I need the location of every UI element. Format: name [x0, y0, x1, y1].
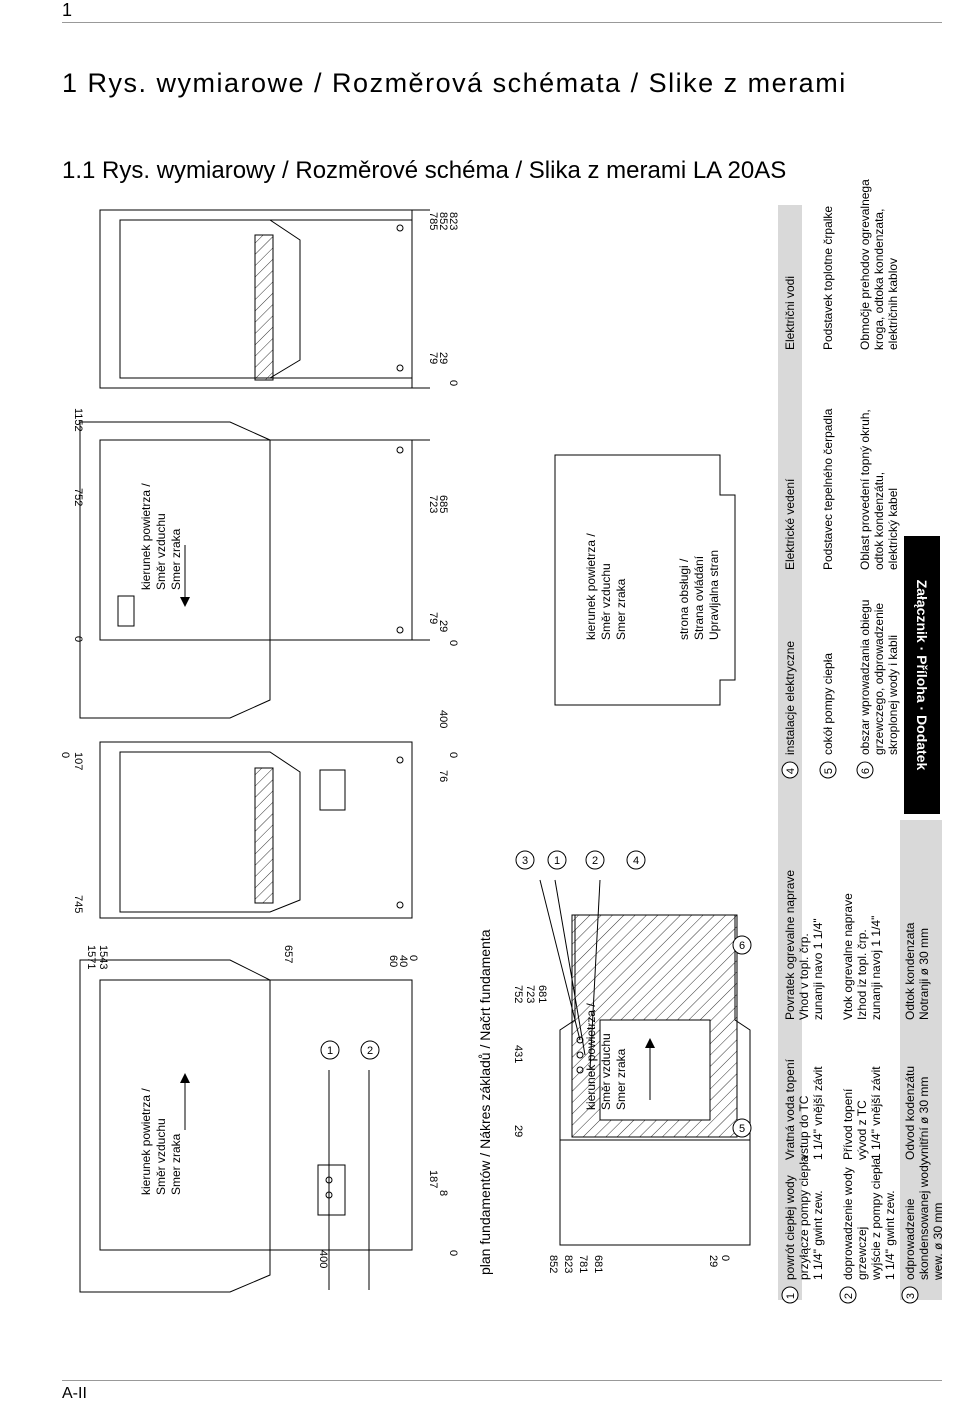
dim-0f: 0 [447, 752, 459, 759]
legend-text-cz: vývod z TC [855, 1100, 869, 1160]
dim-0d: 0 [447, 380, 459, 387]
dim-29b: 29 [437, 620, 449, 633]
legend-text-cz: vnitřní ø 30 mm [917, 1076, 931, 1160]
callout-2b: 2 [591, 855, 599, 867]
legend-text-pl: obszar wprowadzania obiegu [858, 599, 872, 755]
airflow-line-2: Směr vzduchu [154, 1118, 168, 1195]
legend-text-sl: električnih kablov [886, 257, 900, 350]
dim-752: 752 [72, 488, 84, 507]
dim-0c: 0 [407, 955, 419, 962]
operating-line-2: Strana ovládání [692, 555, 706, 640]
dims-right-bottom [317, 710, 459, 1268]
dim-0h: 0 [719, 1255, 731, 1262]
dim-0e: 0 [447, 640, 459, 647]
dim-29: 29 [437, 352, 449, 365]
legend [782, 179, 945, 1303]
airflow-label-top [139, 483, 183, 590]
callout-2: 2 [366, 1045, 374, 1057]
dim-752b: 752 [512, 985, 524, 1004]
legend-text-cz: odtok kondenzátu, [872, 471, 886, 570]
dim-785: 785 [427, 212, 439, 231]
dim-8: 8 [437, 1190, 449, 1197]
section-heading: 1 Rys. wymiarowe / Rozměrová schémata / Slike z merami [62, 68, 847, 98]
dims-left [59, 408, 419, 969]
subsection-heading: 1.1 Rys. wymiarowy / Rozměrové schéma / Slika z merami LA 20AS [62, 157, 787, 184]
page-number: 1 [62, 0, 73, 20]
dim-60: 60 [387, 955, 399, 968]
legend-text-pl: przyłącze pompy ciepła [797, 1155, 811, 1280]
dim-29d: 29 [512, 1125, 524, 1138]
callout-4: 4 [632, 855, 640, 867]
dim-657: 657 [282, 945, 294, 964]
legend-text-pl: skondensowanej wody [917, 1159, 931, 1280]
legend-num: 4 [785, 767, 797, 775]
airflow-line-3: Smer zraka [169, 1133, 183, 1195]
legend-text-sl: Območje prehodov ogrevalnega [858, 179, 872, 350]
dim-187: 187 [427, 1170, 439, 1189]
dim-681: 681 [592, 1255, 604, 1274]
dim-79: 79 [427, 352, 439, 365]
legend-text-cz: Odvod kodenzátu [903, 1065, 917, 1160]
dim-745: 745 [72, 895, 84, 914]
dims-right-mid [427, 495, 459, 646]
dim-431: 431 [512, 1045, 524, 1064]
dim-723b: 723 [524, 985, 536, 1004]
legend-text-cz: 1 1/4" vnější závit [869, 1066, 883, 1160]
side-tab-label: Załącznik · Příloha · Dodatek [914, 579, 930, 771]
legend-text-pl: 1 1/4" gwint zew. [883, 1190, 897, 1280]
legend-text-pl: skroplonej wody i kabli [886, 634, 900, 755]
legend-text-sl: Podstavek toplotne črpalke [821, 205, 835, 350]
dim-1571: 1571 [85, 945, 97, 970]
dim-723: 723 [427, 495, 439, 514]
operating-line-3: Upravljalna stran [707, 549, 721, 640]
legend-text-cz: Podstavec tepelného čerpadla [821, 408, 835, 570]
airflow-line-1: kierunek powietrza / [584, 1003, 598, 1110]
dim-852b: 852 [547, 1255, 559, 1274]
legend-text-cz: elektrický kabel [886, 487, 900, 570]
legend-text-pl: powrót ciepłej wody [783, 1175, 797, 1280]
legend-text-sl: Vtok ogrevalne naprave [841, 893, 855, 1020]
airflow-line-3: Smer zraka [169, 528, 183, 590]
legend-text-sl: Električni vodi [783, 275, 797, 350]
legend-text-pl: wew. ø 30 mm [931, 1202, 945, 1280]
airflow-line-1: kierunek powietrza / [139, 483, 153, 590]
airflow-line-1: kierunek powietrza / [139, 1088, 153, 1195]
legend-text-pl: cokół pompy ciepła [821, 652, 835, 755]
legend-text-pl: instalacje elektryczne [783, 640, 797, 755]
legend-num: 3 [905, 1292, 917, 1300]
callout-1: 1 [326, 1045, 334, 1057]
legend-text-cz: Vratná voda topení [783, 1059, 797, 1160]
legend-text-sl: zunanji navo 1 1/4" [811, 918, 825, 1020]
legend-text-pl: grzewczej [855, 1226, 869, 1280]
dim-0g: 0 [447, 1250, 459, 1257]
legend-text-sl: Vhod v topl. črp. [797, 933, 811, 1020]
dim-76: 76 [437, 770, 449, 783]
airflow-label-bottom [139, 1088, 183, 1195]
dim-79b: 79 [427, 612, 439, 625]
dim-852: 852 [437, 212, 449, 231]
dim-107: 107 [72, 752, 84, 771]
dim-781: 781 [577, 1255, 589, 1274]
callout-5: 5 [738, 1123, 746, 1135]
legend-text-sl: zunanji navoj 1 1/4" [869, 915, 883, 1020]
legend-text-sl: kroga, odtoka kondenzata, [872, 208, 886, 350]
legend-text-pl: grzewczego, odprowadzenie [872, 602, 886, 755]
airflow-line-2: Směr vzduchu [599, 1033, 613, 1110]
legend-text-cz: Přívod topení [841, 1088, 855, 1160]
operating-line-1: strona obsługi / [677, 558, 691, 640]
dim-1543: 1543 [97, 945, 109, 970]
airflow-line-3: Smer zraka [614, 578, 628, 640]
callout-3: 3 [521, 855, 529, 867]
dims-right-top [427, 212, 459, 386]
legend-num: 2 [843, 1292, 855, 1300]
callout-6: 6 [738, 940, 746, 952]
legend-text-pl: doprowadzenie wody [841, 1167, 855, 1280]
legend-text-sl: Notranji ø 30 mm [917, 927, 931, 1020]
plan-title: plan fundamentów / Nákres základů / Načrt fundamenta [477, 929, 493, 1275]
dim-29c: 29 [707, 1255, 719, 1268]
legend-num: 1 [785, 1292, 797, 1300]
legend-text-sl: Izhod iz topl. črp. [855, 929, 869, 1020]
dim-0b: 0 [59, 752, 71, 759]
legend-text-pl: 1 1/4" gwint zew. [811, 1190, 825, 1280]
dim-685: 685 [437, 495, 449, 514]
dim-823b: 823 [562, 1255, 574, 1274]
legend-num: 5 [823, 767, 835, 775]
dim-400b: 400 [317, 1250, 329, 1269]
legend-text-pl: odprowadzenie [903, 1198, 917, 1280]
dim-681b: 681 [536, 985, 548, 1004]
dim-0: 0 [72, 636, 84, 643]
operating-side-label [677, 550, 721, 640]
airflow-line-3: Smer zraka [614, 1048, 628, 1110]
legend-text-cz: Oblast provedení topný okruh, [858, 409, 872, 570]
airflow-line-1: kierunek powietrza / [584, 533, 598, 640]
legend-text-cz: Elektrické vedení [783, 478, 797, 570]
dim-40: 40 [397, 955, 409, 968]
plan-airflow-label-upper [584, 533, 628, 640]
legend-text-sl: Odtok kondenzata [903, 922, 917, 1020]
dim-400: 400 [437, 710, 449, 729]
airflow-line-2: Směr vzduchu [154, 513, 168, 590]
callout-1b: 1 [553, 855, 561, 867]
legend-text-cz: 1 1/4" vnější závit [811, 1066, 825, 1160]
unit-view-top [80, 210, 430, 1292]
legend-text-pl: wyjście z pompy ciepła [869, 1157, 883, 1280]
page-footer: A-II [62, 1385, 87, 1402]
legend-text-cz: vstup do TC [797, 1095, 811, 1160]
dim-823: 823 [447, 212, 459, 231]
bottom-rule [62, 1380, 942, 1381]
legend-text-sl: Povratek ogrevalne naprave [783, 869, 797, 1020]
legend-num: 6 [860, 767, 872, 775]
dim-1152: 1152 [72, 408, 84, 432]
airflow-line-2: Směr vzduchu [599, 563, 613, 640]
